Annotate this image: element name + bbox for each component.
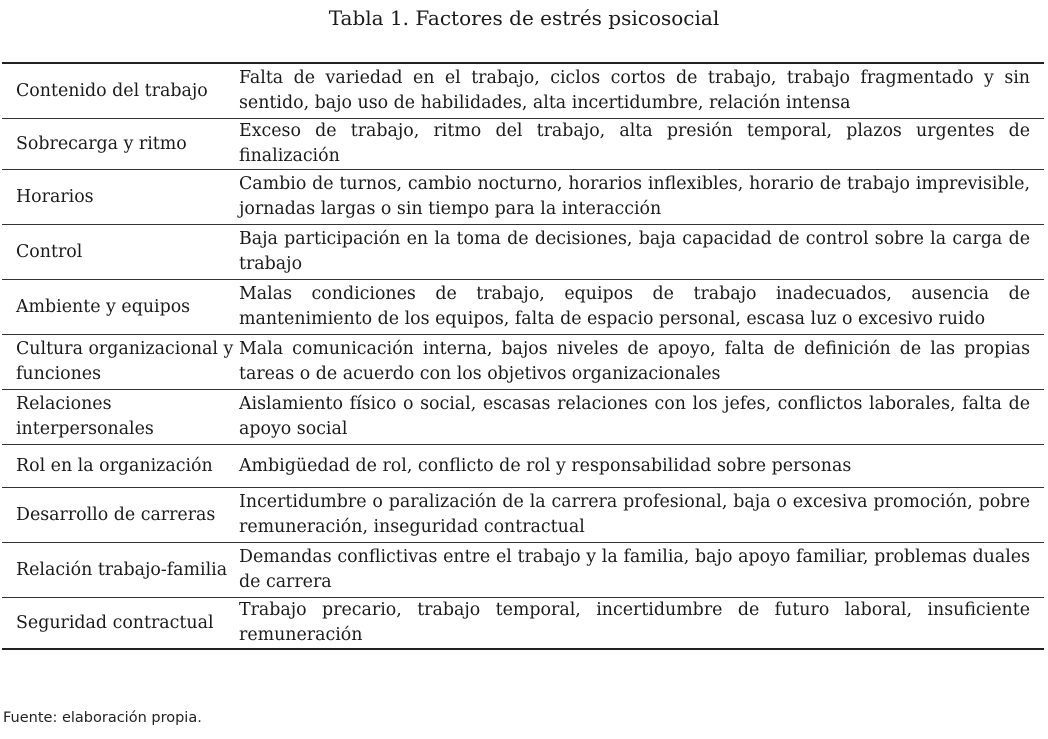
- table-row: [2, 390, 1044, 445]
- factor-cell: Sobrecarga y ritmo: [2, 119, 239, 170]
- factor-cell: Control: [2, 225, 239, 280]
- description-cell: Malas condiciones de trabajo, equipos de trabajo inadecuados, ausencia de mantenimiento de los equipos, falta de espacio personal, escasa luz o excesivo ruido: [239, 280, 1044, 335]
- table-row: [2, 598, 1044, 650]
- factor-cell: Desarrollo de carreras: [2, 488, 239, 543]
- table-source-note: Fuente: elaboración propia.: [3, 710, 202, 726]
- factor-cell: Rol en la organización: [2, 445, 239, 488]
- description-cell: Cambio de turnos, cambio nocturno, horarios inflexibles, horario de trabajo imprevisible, jornadas largas o sin tiempo para la interacción: [239, 170, 1044, 225]
- table-title: Tabla 1. Factores de estrés psicosocial: [328, 6, 720, 30]
- factor-cell: Seguridad contractual: [16, 612, 214, 633]
- description-cell: Mala comunicación interna, bajos niveles de apoyo, falta de definición de las propias tareas o de acuerdo con los objetivos organizacionales: [239, 335, 1044, 390]
- table-row: [2, 225, 1044, 280]
- table-row: [2, 280, 1044, 335]
- description-cell: Exceso de trabajo, ritmo del trabajo, alta presión temporal, plazos urgentes de finalización: [239, 119, 1044, 170]
- table-row: [2, 119, 1044, 170]
- table-row: [2, 335, 1044, 390]
- description-cell: Demandas conflictivas entre el trabajo y la familia, bajo apoyo familiar, problemas duales de carrera: [239, 543, 1044, 598]
- factor-cell: Relación trabajo-familia: [2, 543, 239, 598]
- description-cell: Trabajo precario, trabajo temporal, incertidumbre de futuro laboral, insuficiente remuneración: [239, 600, 1030, 645]
- factor-cell: Horarios: [2, 170, 239, 225]
- description-cell: Baja participación en la toma de decisiones, baja capacidad de control sobre la carga de trabajo: [239, 225, 1044, 280]
- table-row: [2, 445, 1044, 488]
- description-cell: Ambigüedad de rol, conflicto de rol y responsabilidad sobre personas: [239, 445, 1044, 488]
- description-cell: Aislamiento físico o social, escasas relaciones con los jefes, conflictos laborales, falta de apoyo social: [239, 390, 1044, 445]
- table-row: [2, 170, 1044, 225]
- factor-cell: Cultura organizacional y funciones: [2, 335, 239, 390]
- stress-factors-table: [2, 62, 1044, 650]
- factor-cell: Relaciones interpersonales: [2, 390, 239, 445]
- factor-cell: Contenido del trabajo: [2, 63, 239, 119]
- table-row: [2, 488, 1044, 543]
- description-cell: Falta de variedad en el trabajo, ciclos cortos de trabajo, trabajo fragmentado y sin sentido, bajo uso de habilidades, alta incertidumbre, relación intensa: [239, 63, 1044, 119]
- factor-cell: Ambiente y equipos: [2, 280, 239, 335]
- table-row: [2, 543, 1044, 598]
- table-row: [2, 63, 1044, 119]
- description-cell: Incertidumbre o paralización de la carrera profesional, baja o excesiva promoción, pobre remuneración, inseguridad contractual: [239, 488, 1044, 543]
